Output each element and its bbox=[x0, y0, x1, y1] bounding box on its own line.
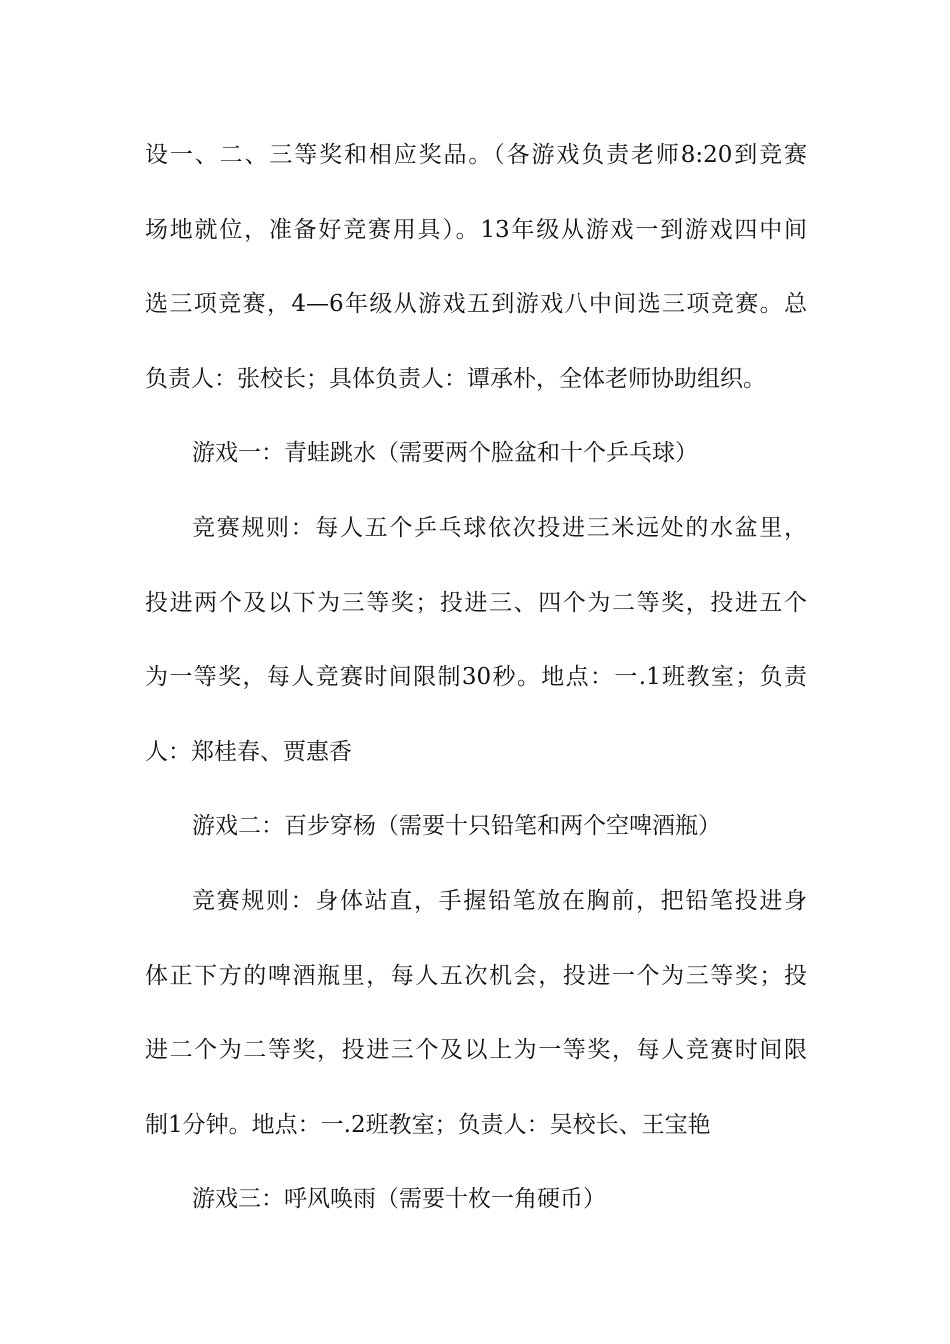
paragraph-line: 为一等奖，每人竞赛时间限制30秒。地点：一.1班教室；负责 bbox=[145, 664, 807, 691]
paragraph-line: 场地就位，准备好竞赛用具）。13年级从游戏一到游戏四中间 bbox=[145, 216, 807, 243]
paragraph-line: 竞赛规则：每人五个乒乓球依次投进三米远处的水盆里， bbox=[192, 514, 807, 541]
paragraph-line: 制1分钟。地点：一.2班教室；负责人：吴校长、王宝艳 bbox=[145, 1111, 711, 1138]
paragraph-line: 设一、二、三等奖和相应奖品。（各游戏负责老师8:20到竞赛 bbox=[145, 142, 807, 168]
game-heading: 游戏三：呼风唤雨（需要十枚一角硬币） bbox=[192, 1186, 606, 1213]
paragraph-line: 体正下方的啤酒瓶里，每人五次机会，投进一个为三等奖；投 bbox=[145, 962, 807, 989]
game-heading: 游戏一：青蛙跳水（需要两个脸盆和十个乒乓球） bbox=[192, 440, 698, 467]
game-heading: 游戏二：百步穿杨（需要十只铅笔和两个空啤酒瓶） bbox=[192, 813, 721, 840]
paragraph-line: 负责人：张校长；具体负责人：谭承朴，全体老师协助组织。 bbox=[145, 365, 766, 392]
document-body bbox=[145, 118, 807, 1237]
paragraph-line: 投进两个及以下为三等奖；投进三、四个为二等奖，投进五个 bbox=[145, 589, 807, 616]
paragraph-line: 人：郑桂春、贾惠香 bbox=[145, 738, 352, 765]
paragraph-line: 进二个为二等奖，投进三个及以上为一等奖，每人竞赛时间限 bbox=[145, 1037, 807, 1064]
paragraph-line: 选三项竞赛，4—6年级从游戏五到游戏八中间选三项竞赛。总 bbox=[145, 291, 807, 318]
paragraph-line: 竞赛规则：身体站直，手握铅笔放在胸前，把铅笔投进身 bbox=[192, 887, 807, 914]
